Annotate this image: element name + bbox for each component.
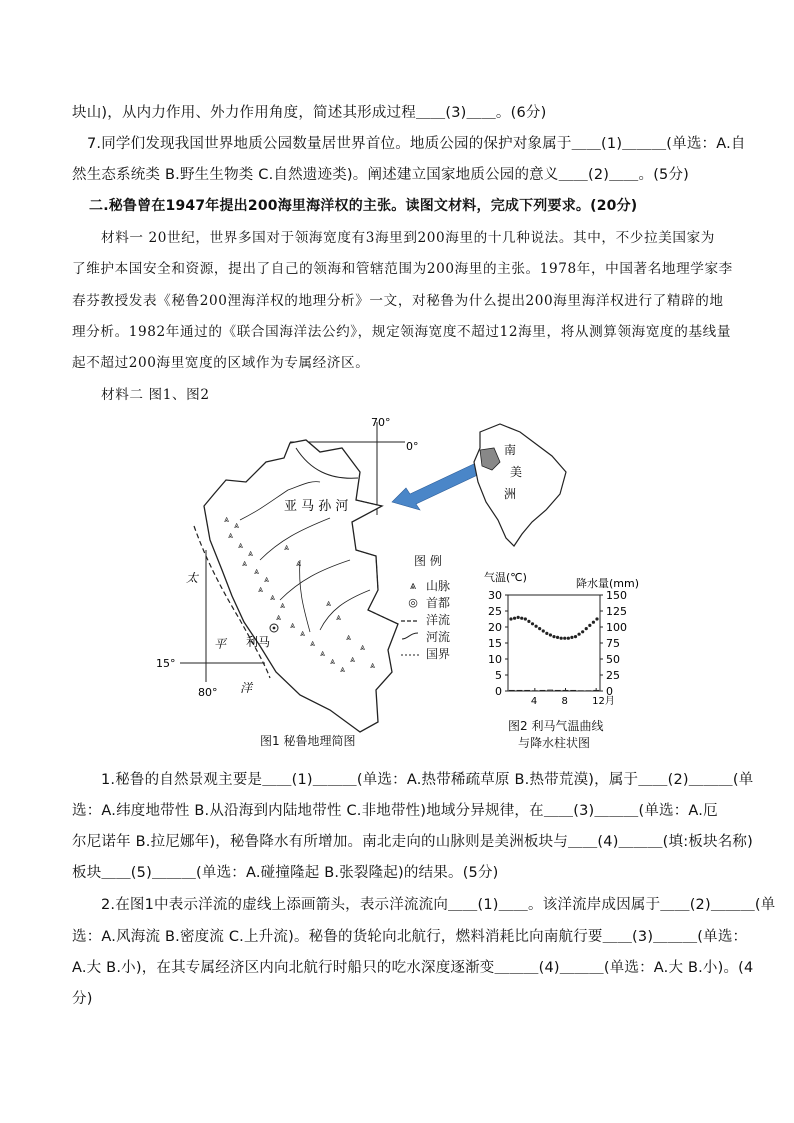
temp-point <box>527 620 530 623</box>
svg-text:⩓: ⩓ <box>340 665 346 675</box>
temp-point <box>588 624 591 627</box>
temp-point <box>509 617 512 620</box>
material-1-line-2: 了维护本国安全和资源，提出了自己的领海和管辖范围为200海里的主张。1978年，中国著名地理学家李 <box>72 261 733 277</box>
text-line-1: 块山)，从内力作用、外力作用角度，简述其形成过程＿＿(3)＿＿。(6分) <box>72 105 547 121</box>
temp-point <box>524 617 527 620</box>
temp-point <box>577 633 580 636</box>
svg-text:⩓: ⩓ <box>290 621 296 631</box>
temp-point <box>517 616 520 619</box>
svg-text:⩓: ⩓ <box>264 575 270 585</box>
ocean-label-3: 洋 <box>240 681 253 695</box>
precip-bar <box>548 690 553 691</box>
lima-climate-chart <box>470 565 640 715</box>
capital-dot <box>273 627 276 630</box>
question-2-line-2: 选：A.风海流 B.密度流 C.上升流)。秘鲁的货轮向北航行，燃料消耗比向南航行要＿＿(3)＿＿＿(单选： <box>72 929 748 945</box>
precip-bar <box>540 690 545 691</box>
temp-point <box>531 622 534 625</box>
legend-label-capital: 首都 <box>426 596 451 610</box>
temp-point <box>595 617 598 620</box>
month-tick-label: 4 <box>530 696 538 707</box>
plot-frame <box>508 595 600 691</box>
precip-bar <box>571 690 576 691</box>
precip-bar <box>594 690 599 691</box>
material-1-line-4: 理分析。1982年通过的《联合国海洋法公约》，规定领海宽度不超过12海里，将从测算领海宽度的基线量 <box>72 324 732 340</box>
rain-tick-label: 100 <box>606 621 627 634</box>
section-heading: 二.秘鲁曾在1947年提出200海里海洋权的主张。读图文材料，完成下列要求。(20分) <box>89 198 638 214</box>
legend-border-row <box>400 645 480 662</box>
material-1-line-1: 材料一 20世纪，世界多国对于领海宽度有3海里到200海里的十几种说法。其中，不少拉美国家为 <box>101 230 715 246</box>
lon70-label: 70° <box>371 416 391 429</box>
temp-tick-label: 20 <box>488 621 502 634</box>
temp-point <box>549 633 552 636</box>
svg-text:⩓: ⩓ <box>360 643 366 653</box>
lat0-label: 0° <box>406 440 419 453</box>
svg-text:⩓: ⩓ <box>228 531 234 541</box>
temp-point <box>574 635 577 638</box>
legend <box>400 552 480 662</box>
material-1-line-5: 起不超过200海里宽度的区域作为专属经济区。 <box>72 355 370 371</box>
text-line-2: 7.同学们发现我国世界地质公园数量居世界首位。地质公园的保护对象属于＿＿(1)＿＿＿(单选：A.自 <box>87 136 746 152</box>
temp-point <box>560 637 563 640</box>
legend-capital-row <box>400 594 480 611</box>
temp-tick-label: 5 <box>495 669 502 682</box>
rain-tick-label: 0 <box>606 685 613 698</box>
material-1-line-3: 春芬教授发表《秘鲁200浬海洋权的地理分析》一文，对秘鲁为什么提出200海里海洋权进行了精辟的地 <box>72 293 724 309</box>
svg-text:⩓: ⩓ <box>350 655 356 665</box>
precip-bar <box>555 690 560 691</box>
temp-point <box>513 617 516 620</box>
south-america-inset <box>474 424 566 546</box>
svg-text:⩓: ⩓ <box>276 613 282 623</box>
precip-bar <box>509 690 514 691</box>
temp-point <box>563 637 566 640</box>
question-2-line-4: 分) <box>72 991 93 1007</box>
legend-current-row <box>400 611 480 628</box>
legend-label-mountain: 山脉 <box>426 579 451 593</box>
rain-tick-label: 50 <box>606 653 620 666</box>
rain-tick-label: 125 <box>606 605 627 618</box>
amazon-label: 亚 马 孙 河 <box>284 499 349 514</box>
rain-ticks <box>600 589 627 698</box>
svg-text:⩓: ⩓ <box>238 541 244 551</box>
rain-tick-label: 150 <box>606 589 627 602</box>
svg-text:⩓: ⩓ <box>270 593 276 603</box>
question-1-line-1: 1.秘鲁的自然景观主要是＿＿(1)＿＿＿(单选：A.热带稀疏草原 B.热带荒漠)，属于＿＿(2)＿＿＿(单 <box>101 772 754 788</box>
legend-river-row <box>400 628 480 645</box>
temp-tick-label: 15 <box>488 637 502 650</box>
question-1-line-4: 板块＿＿(5)＿＿＿(单选：A.碰撞隆起 B.张裂隆起)的结果。(5分) <box>72 865 499 881</box>
ocean-label-1: 太 <box>186 571 199 585</box>
temp-point <box>520 617 523 620</box>
svg-text:⩓: ⩓ <box>258 585 264 595</box>
rain-axis-title: 降水量(mm) <box>576 577 640 590</box>
svg-text:⩓: ⩓ <box>224 515 230 525</box>
capital-icon: ◎ <box>408 596 418 609</box>
continent-char-2: 美 <box>510 465 523 479</box>
svg-text:⩓: ⩓ <box>326 599 332 609</box>
ocean-label-2: 平 <box>214 637 227 651</box>
question-2-line-1: 2.在图1中表示洋流的虚线上添画箭头，表示洋流流向＿＿(1)＿＿。该洋流岸成因属于＿＿(2)＿＿＿(单 <box>101 897 776 913</box>
lat15-label: 15° <box>156 657 176 670</box>
temp-point <box>545 632 548 635</box>
legend-label-border: 国界 <box>426 647 451 661</box>
legend-label-river: 河流 <box>426 630 451 644</box>
current-line-icon <box>400 613 426 627</box>
temp-point <box>552 635 555 638</box>
continent-char-3: 洲 <box>504 487 517 501</box>
location-arrow <box>392 462 484 510</box>
temp-point <box>567 637 570 640</box>
rain-tick-label: 25 <box>606 669 620 682</box>
month-tick-label: 12月 <box>592 696 615 707</box>
temp-tick-label: 0 <box>495 685 502 698</box>
material-2-label: 材料二 图1、图2 <box>101 387 210 403</box>
svg-text:⩓: ⩓ <box>280 601 286 611</box>
svg-text:⩓: ⩓ <box>310 639 316 649</box>
svg-text:⩓: ⩓ <box>330 657 336 667</box>
question-1-line-2: 选：A.纬度地带性 B.从沿海到内陆地带性 C.非地带性)地域分异规律，在＿＿(3)＿＿＿(单选：A.厄 <box>72 803 718 819</box>
legend-label-current: 洋流 <box>426 613 451 627</box>
temp-point <box>570 636 573 639</box>
border-line-icon <box>400 647 426 661</box>
temp-tick-label: 10 <box>488 653 502 666</box>
temp-tick-label: 30 <box>488 589 502 602</box>
temp-axis-title: 气温(℃) <box>484 571 527 584</box>
svg-text:⩓: ⩓ <box>346 633 352 643</box>
legend-title: 图 例 <box>414 554 442 568</box>
precip-bar <box>525 690 530 691</box>
figure-2-caption-line-1: 图2 利马气温曲线 <box>508 719 604 733</box>
river-line-icon <box>400 630 426 644</box>
temp-point <box>581 630 584 633</box>
temp-point <box>534 625 537 628</box>
precip-bar <box>517 690 522 691</box>
temp-point <box>556 636 559 639</box>
svg-text:⩓: ⩓ <box>284 543 290 553</box>
temp-tick-label: 25 <box>488 605 502 618</box>
mountain-icon: ⩓ <box>409 578 417 592</box>
svg-text:⩓: ⩓ <box>242 559 248 569</box>
rain-tick-label: 75 <box>606 637 620 650</box>
svg-text:⩓: ⩓ <box>336 613 342 623</box>
temperature-curve <box>509 616 598 640</box>
svg-text:⩓: ⩓ <box>248 549 254 559</box>
temp-point <box>585 627 588 630</box>
text-line-3: 然生态系统类 B.野生生物类 C.自然遗迹类)。阐述建立国家地质公园的意义＿＿(2)＿＿。(5分) <box>72 167 690 183</box>
temp-point <box>542 629 545 632</box>
question-1-line-3: 尔尼诺年 B.拉尼娜年)，秘鲁降水有所增加。南北走向的山脉则是美洲板块与＿＿(4)＿＿＿(填:板块名称) <box>72 834 753 850</box>
temp-ticks <box>488 589 508 698</box>
svg-text:⩓: ⩓ <box>296 559 302 569</box>
precip-bar <box>563 690 568 691</box>
question-2-line-3: A.大 B.小)，在其专属经济区内向北航行时船只的吃水深度逐渐变＿＿＿(4)＿＿＿(单选：A.大 B.小)。(4 <box>72 960 754 976</box>
peru-outline <box>204 440 398 732</box>
svg-text:⩓: ⩓ <box>254 567 260 577</box>
lon80-label: 80° <box>198 686 218 699</box>
figure-1-caption: 图1 秘鲁地理简图 <box>260 734 356 748</box>
month-tick-label: 8 <box>561 696 568 707</box>
svg-text:⩓: ⩓ <box>320 649 326 659</box>
figure-2-caption-line-2: 与降水柱状图 <box>518 736 591 750</box>
temp-point <box>538 627 541 630</box>
continent-char-1: 南 <box>504 443 517 457</box>
svg-text:⩓: ⩓ <box>234 521 240 531</box>
temp-point <box>592 621 595 624</box>
svg-text:⩓: ⩓ <box>370 661 376 671</box>
svg-text:⩓: ⩓ <box>300 629 306 639</box>
legend-mountain-row <box>400 577 480 594</box>
capital-label: 利马 <box>246 635 271 649</box>
